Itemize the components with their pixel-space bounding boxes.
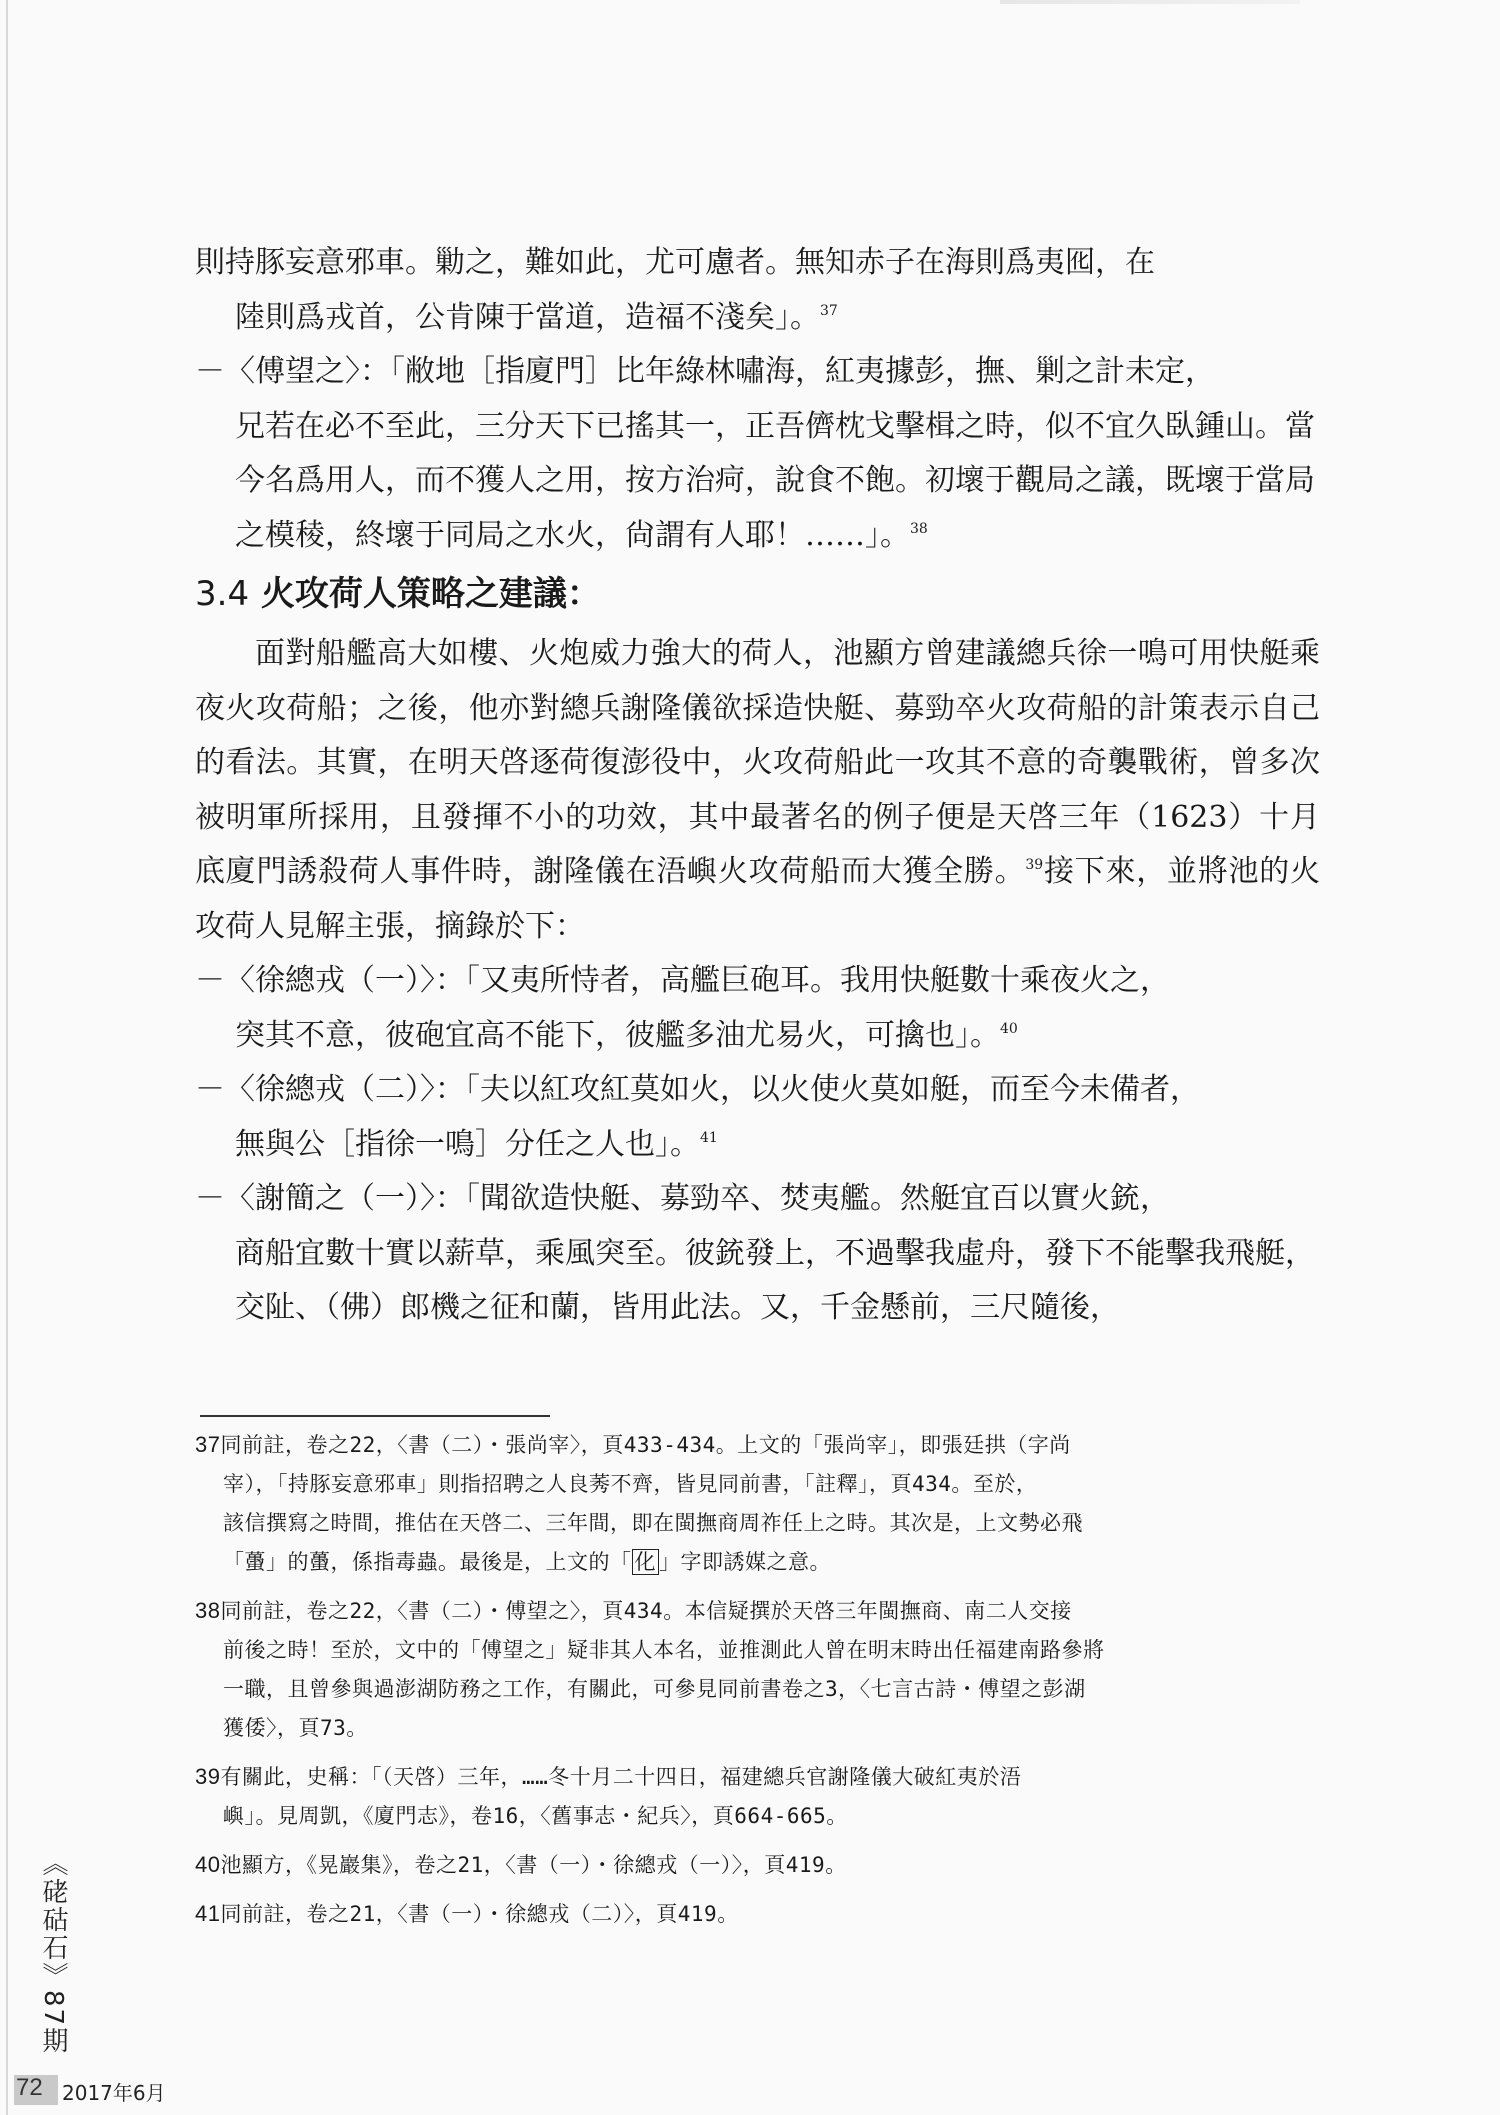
footnote-ref[interactable]: 37 [820,302,838,319]
quote-item: －〈謝簡之（一）〉：「聞欲造快艇、募勁卒、焚夷艦。然艇宜百以實火銃， 商船宜數十實以薪草，乘風突至。彼銃發上，不過擊我虛舟，發下不能擊我飛艇，交阯、（佛）郎機之征和蘭，皆用此法。又，千金懸前，三尺隨後， [195,1181,1315,1325]
footnote-ref[interactable]: 40 [1000,1020,1018,1037]
journal-title: 《硓𥑮石》87期 [38,1850,68,2056]
paragraph-continued: 則持豚妄意邪車。勦之，難如此，尤可慮者。無知赤子在海則爲夷囮，在 陸則爲戎首，公肯陳于當道，造福不淺矣」。$^{37}$ [195,245,1155,335]
main-text [195,236,1320,1336]
footnote-38: 38同前註，卷之22，〈書（二）・傅望之〉，頁434。本信疑撰於天啓三年閩撫商、南二人交接 前後之時！至於，文中的「傅望之」疑非其人本名，並推測此人曾在明末時出任福建南路參將 一職，且曾參與過澎湖防務之工作，有關此，可參見同前書卷之3，〈七言古詩・傅望之彭湖 獲倭〉，頁73。 [195,1598,1105,1740]
page-number: 72 [16,2074,43,2101]
footnote-ref[interactable]: 38 [910,520,928,537]
footnote-ref[interactable]: 41 [700,1129,718,1146]
issue-date: 2017年6月 [62,2081,166,2105]
footnote-41: 41同前註，卷之21，〈書（一）・徐總戎（二）〉，頁419。 [195,1901,739,1926]
section-heading: 3.4 火攻荷人策略之建議： [195,574,601,614]
scan-mark [1000,0,1300,4]
footnote-40: 40池顯方，《晃巖集》，卷之21，〈書（一）・徐總戎（一）〉，頁419。 [195,1852,847,1877]
footnote-ref[interactable]: 39 [1025,857,1044,873]
footnotes [195,1425,1320,1943]
quote-item: －〈徐總戎（二）〉：「夫以紅攻紅莫如火，以火使火莫如艇，而至今未備者， 無與公［指徐一鳴］分任之人也」。$^{41}$ [195,1072,1200,1162]
page-edge [6,0,8,2115]
quote-item: －〈徐總戎（一）〉：「又夷所恃者，高艦巨砲耳。我用快艇數十乘夜火之， 突其不意，彼砲宜高不能下，彼艦多油尤易火，可擒也」。$^{40}$ [195,963,1170,1053]
footnote-39: 39有關此，史稱：「（天啓）三年，……冬十月二十四日，福建總兵官謝隆儀大破紅夷於浯 嶼」。見周凱，《廈門志》，卷16，〈舊事志・紀兵〉，頁664-665。 [195,1764,1022,1828]
footnote-37: 37同前註，卷之22，〈書（二）・張尚宰〉，頁433-434。上文的「張尚宰」，即張廷拱（字尚 宰），「持豚妄意邪車」則指招聘之人良莠不齊，皆見同前書，「註釋」，頁434。至於， 該信撰寫之時間，推估在天啓二、三年間，即在閩撫商周祚任上之時。其次是，上文勢必飛 「蠆」的蠆，係指毒蟲。最後是，上文的「 化 」字即誘媒之意。 [195,1432,1083,1574]
boxed-character: 化 [632,1549,660,1575]
footnote-divider [200,1415,550,1417]
paragraph: 面對船艦高大如樓、火炮威力強大的荷人，池顯方曾建議總兵徐一鳴可用快艇乘夜火攻荷船；之後，他亦對總兵謝隆儀欲採造快艇、募勁卒火攻荷船的計策表示自己的看法。其實，在明天啓逐荷復澎役中，火攻荷船此一攻其不意的奇襲戰術，曾多次被明軍所採用，且發揮不小的功效，其中最著名的例子便是天啓三年（1623）十月底廈門誘殺荷人事件時，謝隆儀在浯嶼火攻荷船而大獲全勝。$^{39}$接下來，並將池的火攻荷人見解主張，摘錄於下： [195,636,1321,944]
quote-item: －〈傅望之〉：「敝地［指廈門］比年綠林嘯海，紅夷據彭，撫、剿之計未定， 兄若在必不至此，三分天下已搖其一，正吾儕枕戈擊楫之時，似不宜久臥鍾山。當今名爲用人，而不獲人之用，按方治疴，說食不飽。初壞于觀局之議，既壞于當局之模稜，終壞于同局之水火，尙謂有人耶！……」。$^{38}$ [195,354,1315,553]
